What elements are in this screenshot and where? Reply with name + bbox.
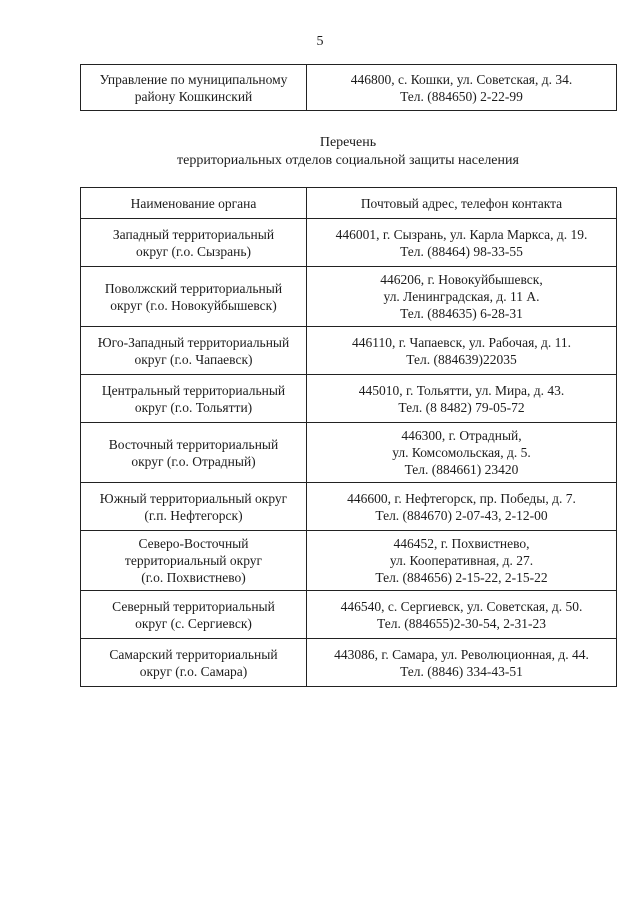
column-header-address: Почтовый адрес, телефон контакта (307, 188, 617, 219)
text-line: Тел. (884656) 2-15-22, 2-15-22 (375, 570, 548, 585)
text-line: ул. Комсомольская, д. 5. (392, 445, 531, 460)
table-row (81, 267, 617, 327)
agency-name-cell (81, 65, 307, 111)
text-line: 445010, г. Тольятти, ул. Мира, д. 43. (358, 382, 565, 398)
text-line: 446800, с. Кошки, ул. Советская, д. 34. (350, 71, 573, 87)
address-cell (307, 327, 617, 375)
text-line: (г.о. Похвистнево) (141, 570, 246, 585)
text-line: округ (г.о. Отрадный) (131, 453, 256, 469)
text-line: Поволжский территориальный (104, 280, 283, 296)
agency-name-cell (81, 267, 307, 327)
address-cell (307, 531, 617, 591)
address-cell (307, 483, 617, 531)
table-row (81, 591, 617, 639)
text-line: 443086, г. Самара, ул. Революционная, д. 44. (334, 646, 589, 662)
text-line: району Кошкинский (134, 88, 253, 104)
text-line: округ (г.о. Чапаевск) (134, 351, 253, 367)
text-line: 446300, г. Отрадный, (401, 428, 522, 443)
text-line: территориальный округ (124, 553, 263, 568)
text-line: Юго-Западный территориальный (97, 334, 290, 350)
address-cell (307, 267, 617, 327)
list-title-line: территориальных отделов социальной защиты населения (177, 153, 519, 168)
address-cell (307, 219, 617, 267)
text-line: Тел. (884655)2-30-54, 2-31-23 (377, 615, 546, 631)
text-line: ул. Ленинградская, д. 11 А. (383, 289, 540, 304)
text-line: Западный территориальный (112, 226, 275, 242)
table-row (81, 219, 617, 267)
text-line: Южный территориальный округ (99, 490, 288, 506)
text-line: 446540, с. Сергиевск, ул. Советская, д. 50. (340, 598, 583, 614)
table-row (81, 327, 617, 375)
address-cell (307, 639, 617, 687)
page-number: 5 (316, 34, 324, 49)
table-row (81, 639, 617, 687)
text-line: Восточный территориальный (108, 436, 279, 452)
address-cell (307, 65, 617, 111)
text-line: Северный территориальный (112, 598, 275, 614)
text-line: Тел. (884635) 6-28-31 (400, 306, 523, 321)
text-line: Управление по муниципальному (99, 71, 288, 87)
table-row (81, 423, 617, 483)
address-cell (307, 423, 617, 483)
text-line: ул. Кооперативная, д. 27. (389, 553, 534, 568)
text-line: Тел. (88464) 98-33-55 (400, 243, 523, 259)
text-line: округ (г.о. Самара) (139, 663, 248, 679)
text-line: 446452, г. Похвистнево, (393, 536, 530, 551)
table-row (81, 375, 617, 423)
text-line: (г.п. Нефтегорск) (144, 507, 243, 523)
agency-name-cell (81, 375, 307, 423)
top-table (80, 64, 617, 111)
address-cell (307, 591, 617, 639)
list-title (80, 134, 616, 170)
text-line: округ (г.о. Тольятти) (134, 399, 253, 415)
column-header-name: Наименование органа (81, 188, 307, 219)
offices-table (80, 187, 617, 687)
agency-name-cell (81, 591, 307, 639)
table-row (81, 531, 617, 591)
agency-name-cell (81, 531, 307, 591)
table-header-row (81, 188, 617, 219)
text-line: 446001, г. Сызрань, ул. Карла Маркса, д. 19. (335, 226, 588, 242)
text-line: Тел. (8846) 334-43-51 (400, 663, 523, 679)
text-line: Тел. (884639)22035 (406, 351, 517, 367)
text-line: Тел. (884670) 2-07-43, 2-12-00 (375, 507, 548, 523)
table-row (81, 65, 617, 111)
text-line: Тел. (884650) 2-22-99 (400, 88, 523, 104)
text-line: Северо-Восточный (138, 536, 249, 551)
address-cell (307, 375, 617, 423)
list-title-line: Перечень (319, 135, 377, 150)
text-line: округ (с. Сергиевск) (135, 615, 252, 631)
text-line: 446110, г. Чапаевск, ул. Рабочая, д. 11. (351, 334, 572, 350)
agency-name-cell (81, 639, 307, 687)
table-row (81, 483, 617, 531)
text-line: округ (г.о. Сызрань) (136, 243, 251, 259)
text-line: Центральный территориальный (101, 382, 286, 398)
text-line: 446600, г. Нефтегорск, пр. Победы, д. 7. (347, 490, 576, 506)
agency-name-cell (81, 219, 307, 267)
agency-name-cell (81, 423, 307, 483)
agency-name-cell (81, 483, 307, 531)
text-line: 446206, г. Новокуйбышевск, (380, 272, 543, 287)
agency-name-cell (81, 327, 307, 375)
text-line: Тел. (884661) 23420 (404, 462, 519, 477)
text-line: Тел. (8 8482) 79-05-72 (398, 399, 525, 415)
text-line: округ (г.о. Новокуйбышевск) (110, 297, 277, 313)
text-line: Самарский территориальный (109, 646, 278, 662)
